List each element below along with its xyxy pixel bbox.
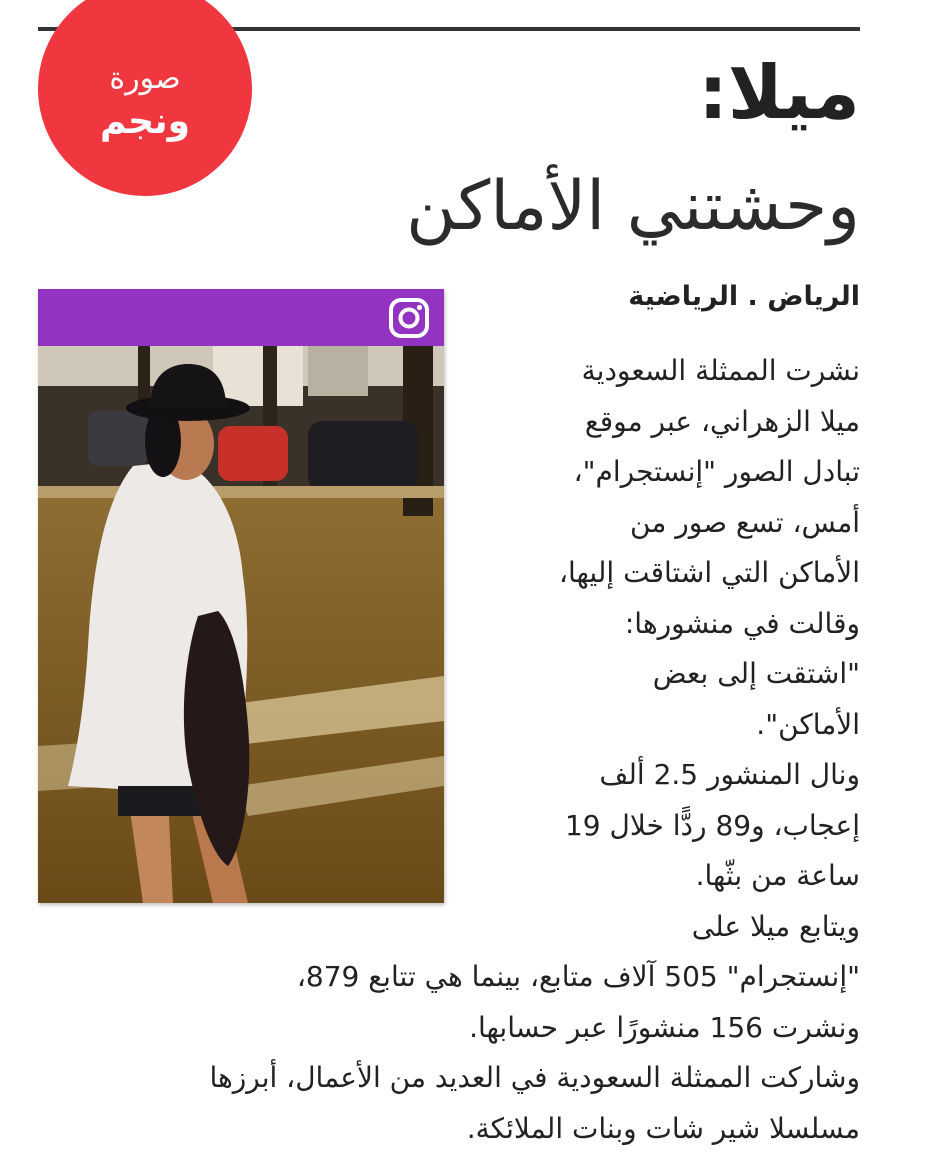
- body-line: ونال المنشور 2.5 ألف: [599, 758, 860, 791]
- instagram-photo-card: [38, 289, 444, 903]
- street-photo: [38, 346, 444, 903]
- body-line: وقالت في منشورها:: [624, 607, 860, 640]
- body-line: ونشرت 156 منشورًا عبر حسابها.: [469, 1011, 860, 1044]
- body-line: نشرت الممثلة السعودية: [581, 354, 860, 387]
- body-line: تبادل الصور "إنستجرام"،: [573, 455, 860, 488]
- headline-quote: وحشتني الأماكن: [406, 167, 860, 246]
- body-line: الأماكن".: [756, 708, 860, 741]
- street-photo-illustration: [38, 346, 444, 903]
- body-line: إعجاب، و89 ردًّا خلال 19: [564, 809, 860, 842]
- body-line: الأماكن التي اشتاقت إليها،: [558, 556, 860, 589]
- body-line: "إنستجرام" 505 آلاف متابع، بينما هي تتابع 879،: [296, 960, 860, 993]
- body-line: وشاركت الممثلة السعودية في العديد من الأعمال، أبرزها: [209, 1061, 860, 1094]
- body-line: ميلا الزهراني، عبر موقع: [584, 405, 860, 438]
- instagram-icon: [388, 297, 430, 339]
- badge-line-1: صورة: [109, 61, 181, 96]
- dateline: الرياض . الرياضية: [628, 281, 860, 312]
- headline-name: ميلا:: [698, 50, 860, 136]
- body-line: مسلسلا شير شات وبنات الملائكة.: [466, 1112, 860, 1145]
- badge-line-2: ونجم: [99, 101, 191, 142]
- section-badge: [38, 0, 252, 196]
- body-line: ساعة من بثّها.: [695, 859, 860, 892]
- instagram-header-bar: [38, 289, 444, 346]
- body-line: ويتابع ميلا على: [691, 910, 860, 943]
- body-line: أمس، تسع صور من: [630, 506, 860, 539]
- body-line: "اشتقت إلى بعض: [652, 657, 860, 690]
